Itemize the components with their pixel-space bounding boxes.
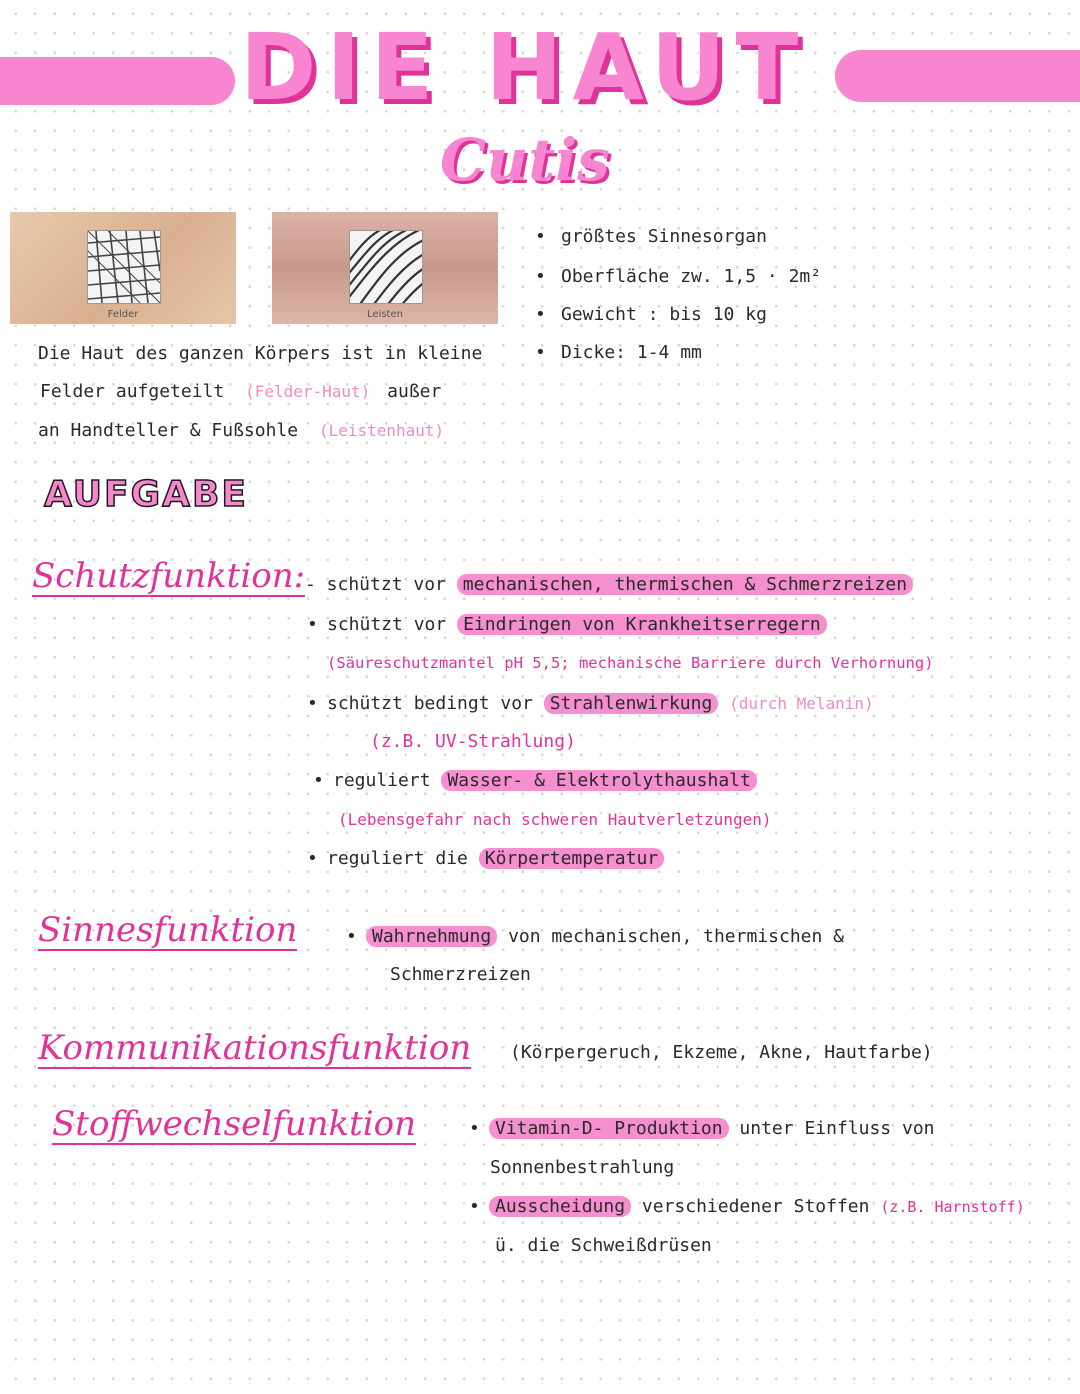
fact-item: • Gewicht : bis 10 kg — [535, 304, 767, 325]
heading-kommunikationsfunktion: Kommunikationsfunktion — [38, 1028, 472, 1068]
intro-line-2: Felder aufgeteilt (Felder-Haut) außer — [40, 381, 442, 402]
page-title: DIE HAUT — [240, 14, 809, 121]
felder-pattern-icon — [87, 230, 161, 304]
fact-item: • Oberfläche zw. 1,5 · 2m² — [535, 266, 821, 287]
fact-item: • größtes Sinnesorgan — [535, 226, 767, 247]
schutz-item-4: • reguliert Wasser- & Elektrolythaushalt — [333, 770, 757, 791]
skin-photo-leisten — [272, 212, 498, 324]
intro-line-3: an Handteller & Fußsohle (Leistenhaut) — [38, 420, 445, 441]
schutz-item-3: • schützt bedingt vor Strahlenwirkung (durch Melanin) — [327, 693, 874, 714]
fact-item: • Dicke: 1-4 mm — [535, 342, 702, 363]
leisten-pattern-icon — [349, 230, 423, 304]
stoffwechsel-item-1-cont: Sonnenbestrahlung — [490, 1157, 675, 1178]
schutz-item-2-note: (Säureschutzmantel pH 5,5; mechanische Barriere durch Verhornung) — [327, 654, 934, 672]
intro-line-1: Die Haut des ganzen Körpers ist in kleine — [38, 343, 483, 364]
sinne-item-1-cont: Schmerzreizen — [390, 964, 531, 985]
kommunikation-note: (Körpergeruch, Ekzeme, Akne, Hautfarbe) — [510, 1042, 933, 1063]
page-subtitle: Cutis — [440, 126, 610, 194]
stoffwechsel-item-2: • Ausscheidung verschiedener Stoffen (z.B. Harnstoff) — [489, 1196, 1025, 1217]
photo-label-felder: Felder — [107, 309, 139, 320]
schutz-item-2: • schützt vor Eindringen von Krankheitserregern — [327, 614, 827, 635]
stoffwechsel-item-2-cont: ü. die Schweißdrüsen — [495, 1235, 712, 1256]
skin-photo-felder — [10, 212, 236, 324]
schutz-item-3-sub: (z.B. UV-Strahlung) — [370, 731, 576, 752]
schutz-item-4-note: (Lebensgefahr nach schweren Hautverletzungen) — [338, 810, 772, 829]
schutz-item-1: - schützt vor mechanischen, thermischen & Schmerzreizen — [305, 574, 913, 595]
section-label-aufgabe: AUFGABE — [44, 474, 249, 515]
schutz-item-5: • reguliert die Körpertemperatur — [327, 848, 664, 869]
title-bar-left — [0, 57, 235, 105]
heading-schutzfunktion: Schutzfunktion: — [32, 556, 306, 596]
heading-sinnesfunktion: Sinnesfunktion — [38, 910, 298, 950]
title-bar-right — [835, 50, 1080, 102]
photo-label-leisten: Leisten — [367, 309, 403, 320]
sinne-item-1: • Wahrnehmung von mechanischen, thermischen & — [366, 926, 844, 947]
heading-stoffwechselfunktion: Stoffwechselfunktion — [52, 1104, 417, 1144]
stoffwechsel-item-1: • Vitamin-D- Produktion unter Einfluss von — [489, 1118, 935, 1139]
